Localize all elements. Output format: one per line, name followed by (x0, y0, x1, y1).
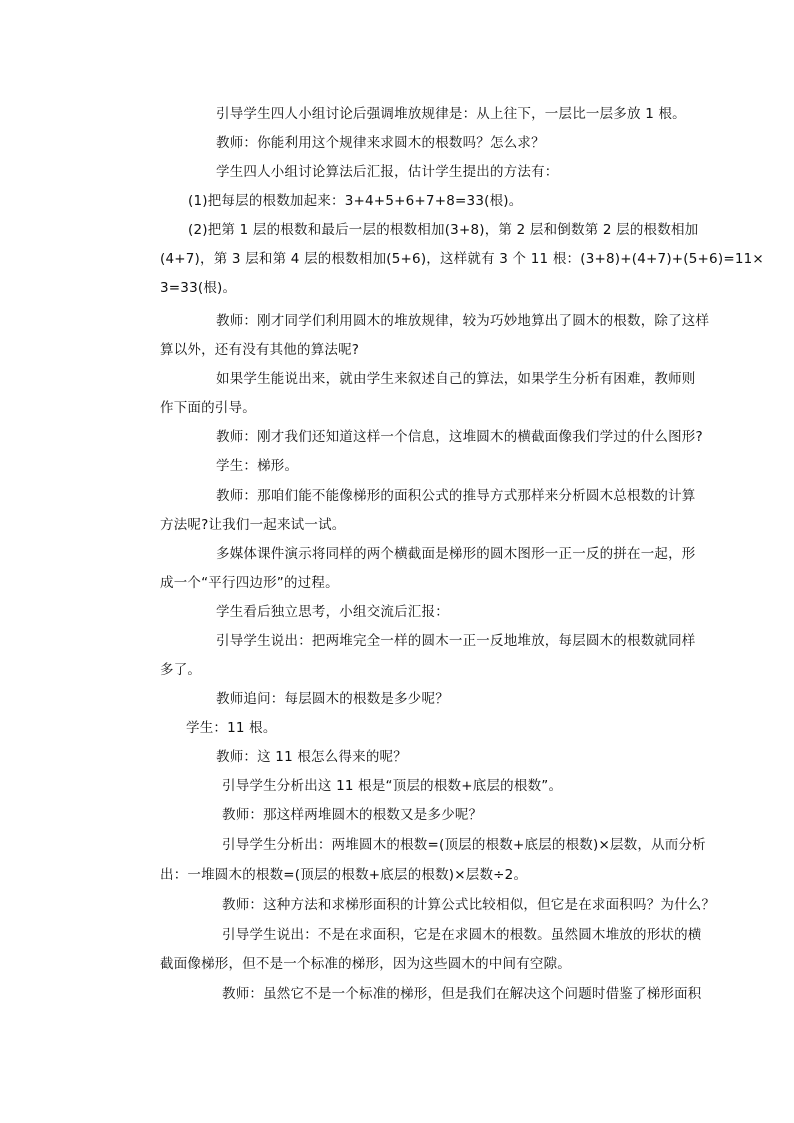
text-line: 截面像梯形，但不是一个标准的梯形，因为这些圆木的中间有空隙。 (160, 956, 571, 972)
text-line: 学生四人小组讨论算法后汇报，估计学生提出的方法有： (216, 164, 559, 180)
text-line: 如果学生能说出来，就由学生来叙述自己的算法，如果学生分析有困难，教师则 (216, 371, 696, 387)
text-line: 算以外，还有没有其他的算法呢? (160, 342, 360, 358)
text-line: 教师追问：每层圆木的根数是多少呢？ (216, 691, 449, 707)
text-line: (1)把每层的根数加起来：3+4+5+6+7+8=33(根)。 (188, 193, 523, 209)
text-line: (4+7)，第 3 层和第 4 层的根数相加(5+6)，这样就有 3 个 11 根：(3+8)+(4+7)+(5+6)=11× (160, 251, 764, 267)
text-line: 学生：11 根。 (186, 720, 277, 736)
text-line: 作下面的引导。 (160, 400, 256, 416)
text-line: (2)把第 1 层的根数和最后一层的根数相加(3+8)，第 2 层和倒数第 2 层的根数相加 (188, 222, 699, 238)
text-line: 教师：刚才同学们利用圆木的堆放规律，较为巧妙地算出了圆木的根数，除了这样 (216, 313, 710, 329)
text-line: 引导学生说出：把两堆完全一样的圆木一正一反地堆放，每层圆木的根数就同样 (216, 633, 696, 649)
text-line: 教师：你能利用这个规律来求圆木的根数吗？怎么求？ (216, 135, 545, 151)
text-line: 教师：那咱们能不能像梯形的面积公式的推导方式那样来分析圆木总根数的计算 (216, 488, 696, 504)
text-line: 引导学生说出：不是在求面积，它是在求圆木的根数。虽然圆木堆放的形状的横 (222, 927, 702, 943)
text-line: 学生：梯形。 (216, 458, 299, 474)
text-line: 多了。 (160, 662, 202, 678)
text-line: 引导学生四人小组讨论后强调堆放规律是：从上往下，一层比一层多放 1 根。 (216, 106, 686, 122)
text-line: 成一个“平行四边形”的过程。 (160, 575, 339, 591)
text-line: 3=33(根)。 (160, 280, 237, 296)
text-line: 多媒体课件演示将同样的两个横截面是梯形的圆木图形一正一反的拼在一起，形 (216, 546, 696, 562)
text-line: 教师：刚才我们还知道这样一个信息，这堆圆木的横截面像我们学过的什么图形? (216, 429, 703, 445)
text-line: 学生看后独立思考，小组交流后汇报： (216, 604, 449, 620)
text-line: 教师：这种方法和求梯形面积的计算公式比较相似，但它是在求面积吗？为什么？ (222, 897, 716, 913)
text-line: 教师：虽然它不是一个标准的梯形，但是我们在解决这个问题时借鉴了梯形面积 (222, 986, 702, 1002)
text-line: 引导学生分析出：两堆圆木的根数=(顶层的根数+底层的根数)×层数，从而分析 (222, 837, 706, 853)
text-line: 教师：那这样两堆圆木的根数又是多少呢？ (222, 807, 483, 823)
text-line: 方法呢?让我们一起来试一试。 (160, 517, 346, 533)
text-line: 教师：这 11 根怎么得来的呢？ (216, 749, 407, 765)
text-line: 出：一堆圆木的根数=(顶层的根数+底层的根数)×层数÷2。 (160, 867, 528, 883)
text-line: 引导学生分析出这 11 根是“顶层的根数+底层的根数”。 (222, 778, 563, 794)
